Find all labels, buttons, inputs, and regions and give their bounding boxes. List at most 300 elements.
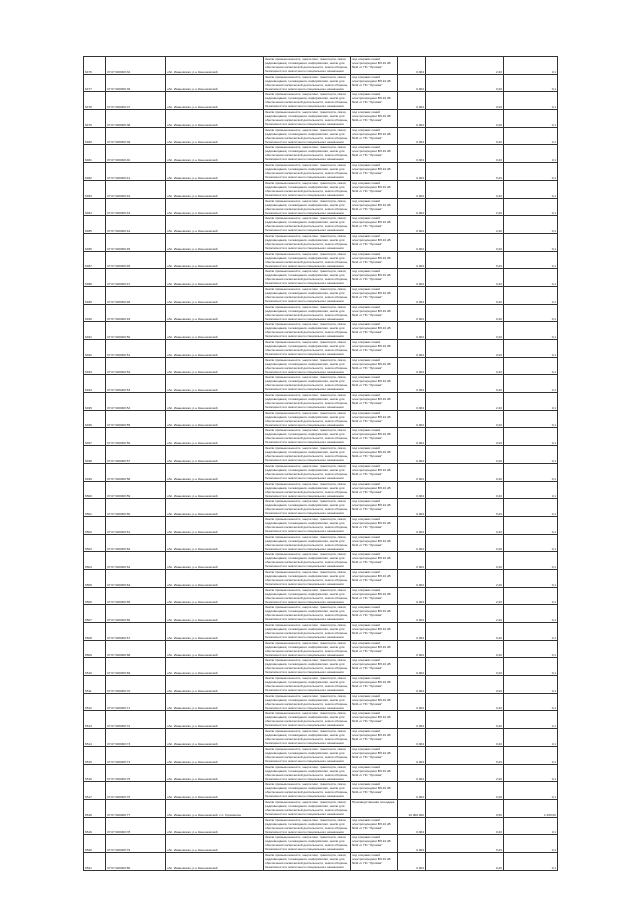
permitted-use-cell: под опорами линий электропередачи ВЛ-10 кВ №11 от ПС "Луговая" — [351, 640, 398, 658]
permitted-use-cell: под опорами линий электропередачи ВЛ-10 кВ №11 от ПС "Луговая" — [351, 569, 398, 587]
area-cell: 0,004 — [398, 817, 426, 835]
permitted-use-cell: под опорами линий электропередачи ВЛ-10 кВ №11 от ПС "Луговая" — [351, 163, 398, 181]
rate-cell: 0,1 — [504, 693, 558, 711]
value-cell: 0,20 — [426, 145, 504, 163]
area-cell: 0,004 — [398, 233, 426, 251]
area-cell: 0,004 — [398, 499, 426, 517]
value-cell: 0,20 — [426, 552, 504, 570]
cadastral-number-cell: 37:07:000000:55 — [106, 410, 166, 428]
row-number-cell: 6506 — [84, 587, 106, 605]
row-number-cell: 6478 — [84, 92, 106, 110]
cadastral-number-cell: 37:07:000000:68 — [106, 640, 166, 658]
area-cell: 0,004 — [398, 198, 426, 216]
cadastral-number-cell: 37:07:000000:74 — [106, 746, 166, 764]
value-cell: 0,20 — [426, 499, 504, 517]
rate-cell: 0,1 — [504, 676, 558, 694]
rate-cell: 0,1 — [504, 198, 558, 216]
table-row — [84, 835, 558, 853]
address-cell: обл. Ивановская, р-н Кинешемский — [166, 852, 264, 870]
rate-cell: 0,1 — [504, 605, 558, 623]
area-cell: 0,004 — [398, 57, 426, 75]
area-cell: 0,004 — [398, 446, 426, 464]
table-row — [84, 799, 558, 817]
area-cell: 0,004 — [398, 835, 426, 853]
value-cell: 0,20 — [426, 233, 504, 251]
table-row — [84, 357, 558, 375]
cadastral-number-cell: 37:07:000000:77 — [106, 799, 166, 817]
cadastral-number-cell: 37:07:000000:40 — [106, 145, 166, 163]
table-row — [84, 711, 558, 729]
table-row — [84, 410, 558, 428]
cadastral-number-cell: 37:07:000000:62 — [106, 534, 166, 552]
row-number-cell: 6501 — [84, 499, 106, 517]
table-row — [84, 322, 558, 340]
cadastral-number-cell: 37:07:000000:49 — [106, 304, 166, 322]
land-category-cell: Земли промышленности, энергетики, транспорта, связи, радиовещания, телевидения, информатики, земли для обеспечения космической деятельности, земли обороны, безопасности и земли иного специального назначения — [264, 623, 351, 641]
table-row — [84, 340, 558, 358]
area-cell: 0,004 — [398, 428, 426, 446]
value-cell: 0,20 — [426, 428, 504, 446]
permitted-use-cell: под опорами линий электропередачи ВЛ-10 кВ №11 от ПС "Луговая" — [351, 835, 398, 853]
rate-cell: 0,1 — [504, 746, 558, 764]
value-cell: 2,20 — [426, 764, 504, 782]
area-cell: 0,004 — [398, 127, 426, 145]
rate-cell: 0,1 — [504, 446, 558, 464]
address-cell: обл. Ивановская, р-н Кинешемский — [166, 180, 264, 198]
row-number-cell: 6515 — [84, 746, 106, 764]
address-cell: обл. Ивановская, р-н Кинешемский — [166, 127, 264, 145]
table-row — [84, 286, 558, 304]
cadastral-number-cell: 37:07:000000:67 — [106, 623, 166, 641]
rate-cell: 0,1 — [504, 180, 558, 198]
cadastral-number-cell: 37:07:000000:65 — [106, 587, 166, 605]
rate-cell: 0,1 — [504, 340, 558, 358]
value-cell: 0,20 — [426, 286, 504, 304]
table-row — [84, 92, 558, 110]
permitted-use-cell: под опорами линий электропередачи ВЛ-10 кВ №11 от ПС "Луговая" — [351, 74, 398, 92]
permitted-use-cell: под опорами линий электропередачи ВЛ-10 кВ №11 от ПС "Луговая" — [351, 269, 398, 287]
table-row — [84, 693, 558, 711]
permitted-use-cell: под опорами линий электропередачи ВЛ-10 кВ №11 от ПС "Луговая" — [351, 516, 398, 534]
value-cell: 0,20 — [426, 163, 504, 181]
area-cell: 0,004 — [398, 587, 426, 605]
land-category-cell: Земли промышленности, энергетики, транспорта, связи, радиовещания, телевидения, информатики, земли для обеспечения космической деятельности, земли обороны, безопасности и земли иного специального назначения — [264, 340, 351, 358]
permitted-use-cell: под опорами линий электропередачи ВЛ-10 кВ №11 от ПС "Луговая" — [351, 446, 398, 464]
value-cell: 0,20 — [426, 746, 504, 764]
value-cell: 0,20 — [426, 534, 504, 552]
value-cell: 0,20 — [426, 852, 504, 870]
table-row — [84, 764, 558, 782]
address-cell: обл. Ивановская, р-н Кинешемский — [166, 605, 264, 623]
row-number-cell: 6509 — [84, 640, 106, 658]
area-cell: 0,004 — [398, 693, 426, 711]
permitted-use-cell: под опорами линий электропередачи ВЛ-10 кВ №11 от ПС "Луговая" — [351, 764, 398, 782]
land-category-cell: Земли промышленности, энергетики, транспорта, связи, радиовещания, телевидения, информатики, земли для обеспечения космической деятельности, земли обороны, безопасности и земли иного специального назначения — [264, 163, 351, 181]
permitted-use-cell: под опорами линий электропередачи ВЛ-10 кВ №11 от ПС "Луговая" — [351, 658, 398, 676]
rate-cell: 0,1 — [504, 357, 558, 375]
cadastral-number-cell: 37:07:000000:45 — [106, 233, 166, 251]
row-number-cell: 6508 — [84, 623, 106, 641]
permitted-use-cell: под опорами линий электропередачи ВЛ-10 кВ №11 от ПС "Луговая" — [351, 463, 398, 481]
address-cell: обл. Ивановская, р-н Кинешемский — [166, 817, 264, 835]
land-category-cell: Земли промышленности, энергетики, транспорта, связи, радиовещания, телевидения, информатики, земли для обеспечения космической деятельности, земли обороны, безопасности и земли иного специального назначения — [264, 145, 351, 163]
value-cell: 0,20 — [426, 676, 504, 694]
address-cell: обл. Ивановская, р-н Кинешемский — [166, 746, 264, 764]
rate-cell: 0,1 — [504, 587, 558, 605]
value-cell: 0,20 — [426, 127, 504, 145]
permitted-use-cell: под опорами линий электропередачи ВЛ-10 кВ №11 от ПС "Луговая" — [351, 499, 398, 517]
value-cell: 2,20 — [426, 198, 504, 216]
cadastral-number-cell: 37:07:000000:78 — [106, 817, 166, 835]
address-cell: обл. Ивановская, р-н Кинешемский — [166, 304, 264, 322]
area-cell: 0,004 — [398, 340, 426, 358]
address-cell: обл. Ивановская, р-н Кинешемский — [166, 499, 264, 517]
value-cell: 2,20 — [426, 393, 504, 411]
permitted-use-cell: под опорами линий электропередачи ВЛ-10 кВ №11 от ПС "Луговая" — [351, 304, 398, 322]
address-cell: обл. Ивановская, р-н Кинешемский — [166, 676, 264, 694]
table-row — [84, 658, 558, 676]
rate-cell: 1 250,00 — [504, 799, 558, 817]
cadastral-number-cell: 37:07:000000:51 — [106, 340, 166, 358]
area-cell: 0,004 — [398, 74, 426, 92]
value-cell: 0,20 — [426, 269, 504, 287]
land-category-cell: Земли промышленности, энергетики, транспорта, связи, радиовещания, телевидения, информатики, земли для обеспечения космической деятельности, земли обороны, безопасности и земли иного специального назначения — [264, 516, 351, 534]
address-cell: обл. Ивановская, р-н Кинешемский — [166, 145, 264, 163]
address-cell: обл. Ивановская, р-н Кинешемский — [166, 286, 264, 304]
value-cell: 0,20 — [426, 304, 504, 322]
row-number-cell: 6505 — [84, 569, 106, 587]
row-number-cell: 6484 — [84, 198, 106, 216]
land-category-cell: Земли промышленности, энергетики, транспорта, связи, радиовещания, телевидения, информатики, земли для обеспечения космической деятельности, земли обороны, безопасности и земли иного специального назначения — [264, 799, 351, 817]
address-cell: обл. Ивановская, р-н Кинешемский — [166, 587, 264, 605]
cadastral-number-cell: 37:07:000000:54 — [106, 393, 166, 411]
table-row — [84, 127, 558, 145]
value-cell: 0,20 — [426, 251, 504, 269]
land-category-cell: Земли промышленности, энергетики, транспорта, связи, радиовещания, телевидения, информатики, земли для обеспечения космической деятельности, земли обороны, безопасности и земли иного специального назначения — [264, 552, 351, 570]
land-category-cell: Земли промышленности, энергетики, транспорта, связи, радиовещания, телевидения, информатики, земли для обеспечения космической деятельности, земли обороны, безопасности и земли иного специального назначения — [264, 180, 351, 198]
table-row — [84, 446, 558, 464]
table-row — [84, 463, 558, 481]
cadastral-number-cell: 37:07:000000:43 — [106, 198, 166, 216]
land-category-cell: Земли промышленности, энергетики, транспорта, связи, радиовещания, телевидения, информатики, земли для обеспечения космической деятельности, земли обороны, безопасности и земли иного специального назначения — [264, 676, 351, 694]
permitted-use-cell: под опорами линий электропередачи ВЛ-10 кВ №11 от ПС "Луговая" — [351, 410, 398, 428]
row-number-cell: 6487 — [84, 251, 106, 269]
row-number-cell: 6493 — [84, 357, 106, 375]
table-row — [84, 393, 558, 411]
table-row — [84, 251, 558, 269]
address-cell: обл. Ивановская, р-н Кинешемский — [166, 110, 264, 128]
row-number-cell: 6513 — [84, 711, 106, 729]
cadastral-number-cell: 37:07:000000:52 — [106, 357, 166, 375]
cadastral-number-cell: 37:07:000000:69 — [106, 658, 166, 676]
area-cell: 0,004 — [398, 92, 426, 110]
address-cell: обл. Ивановская, р-н Кинешемский — [166, 729, 264, 747]
land-category-cell: Земли промышленности, энергетики, транспорта, связи, радиовещания, телевидения, информатики, земли для обеспечения космической деятельности, земли обороны, безопасности и земли иного специального назначения — [264, 569, 351, 587]
table-row — [84, 676, 558, 694]
rate-cell: 0,1 — [504, 711, 558, 729]
permitted-use-cell: под опорами линий электропередачи ВЛ-10 кВ №11 от ПС "Луговая" — [351, 729, 398, 747]
land-category-cell: Земли промышленности, энергетики, транспорта, связи, радиовещания, телевидения, информатики, земли для обеспечения космической деятельности, земли обороны, безопасности и земли иного специального назначения — [264, 110, 351, 128]
area-cell: 0,004 — [398, 676, 426, 694]
permitted-use-cell: под опорами линий электропередачи ВЛ-10 кВ №11 от ПС "Луговая" — [351, 746, 398, 764]
permitted-use-cell: под опорами линий электропередачи ВЛ-10 кВ №11 от ПС "Луговая" — [351, 57, 398, 75]
area-cell: 0,004 — [398, 746, 426, 764]
row-number-cell: 6500 — [84, 481, 106, 499]
rate-cell: 0,1 — [504, 552, 558, 570]
area-cell: 0,004 — [398, 180, 426, 198]
land-category-cell: Земли промышленности, энергетики, транспорта, связи, радиовещания, телевидения, информатики, земли для обеспечения космической деятельности, земли обороны, безопасности и земли иного специального назначения — [264, 393, 351, 411]
land-category-cell: Земли промышленности, энергетики, транспорта, связи, радиовещания, телевидения, информатики, земли для обеспечения космической деятельности, земли обороны, безопасности и земли иного специального назначения — [264, 605, 351, 623]
land-category-cell: Земли промышленности, энергетики, транспорта, связи, радиовещания, телевидения, информатики, земли для обеспечения космической деятельности, земли обороны, безопасности и земли иного специального назначения — [264, 357, 351, 375]
cadastral-number-cell: 37:07:000000:32 — [106, 57, 166, 75]
area-cell: 0,004 — [398, 110, 426, 128]
address-cell: обл. Ивановская, р-н Кинешемский — [166, 57, 264, 75]
area-cell: 0,004 — [398, 534, 426, 552]
value-cell: 0,20 — [426, 817, 504, 835]
land-category-cell: Земли промышленности, энергетики, транспорта, связи, радиовещания, телевидения, информатики, земли для обеспечения космической деятельности, земли обороны, безопасности и земли иного специального назначения — [264, 216, 351, 234]
value-cell: 0,20 — [426, 375, 504, 393]
area-cell: 0,004 — [398, 552, 426, 570]
address-cell: обл. Ивановская, р-н Кинешемский — [166, 198, 264, 216]
row-number-cell: 6516 — [84, 764, 106, 782]
cadastral-number-cell: 37:07:000000:42 — [106, 180, 166, 198]
land-category-cell: Земли промышленности, энергетики, транспорта, связи, радиовещания, телевидения, информатики, земли для обеспечения космической деятельности, земли обороны, безопасности и земли иного специального назначения — [264, 658, 351, 676]
table-row — [84, 375, 558, 393]
rate-cell: 0,1 — [504, 463, 558, 481]
cadastral-number-cell: 37:07:000000:73 — [106, 729, 166, 747]
address-cell: обл. Ивановская, р-н Кинешемский — [166, 340, 264, 358]
permitted-use-cell: под опорами линий электропередачи ВЛ-10 кВ №11 от ПС "Луговая" — [351, 322, 398, 340]
address-cell: обл. Ивановская, р-н Кинешемский — [166, 481, 264, 499]
permitted-use-cell: под опорами линий электропередачи ВЛ-10 кВ №11 от ПС "Луговая" — [351, 357, 398, 375]
permitted-use-cell: под опорами линий электропередачи ВЛ-10 кВ №11 от ПС "Луговая" — [351, 375, 398, 393]
row-number-cell: 6511 — [84, 676, 106, 694]
address-cell: обл. Ивановская, р-н Кинешемский — [166, 92, 264, 110]
table-row — [84, 145, 558, 163]
area-cell: 0,004 — [398, 304, 426, 322]
land-category-cell: Земли промышленности, энергетики, транспорта, связи, радиовещания, телевидения, информатики, земли для обеспечения космической деятельности, земли обороны, безопасности и земли иного специального назначения — [264, 375, 351, 393]
table-row — [84, 516, 558, 534]
rate-cell: 0,1 — [504, 145, 558, 163]
area-cell: 0,004 — [398, 463, 426, 481]
row-number-cell: 6503 — [84, 534, 106, 552]
table-row — [84, 782, 558, 800]
permitted-use-cell: под опорами линий электропередачи ВЛ-10 кВ №11 от ПС "Луговая" — [351, 676, 398, 694]
address-cell: обл. Ивановская, р-н Кинешемский — [166, 463, 264, 481]
land-category-cell: Земли промышленности, энергетики, транспорта, связи, радиовещания, телевидения, информатики, земли для обеспечения космической деятельности, земли обороны, безопасности и земли иного специального назначения — [264, 693, 351, 711]
land-category-cell: Земли промышленности, энергетики, транспорта, связи, радиовещания, телевидения, информатики, земли для обеспечения космической деятельности, земли обороны, безопасности и земли иного специального назначения — [264, 304, 351, 322]
row-number-cell: 6476 — [84, 57, 106, 75]
area-cell: 10 000,000 — [398, 799, 426, 817]
rate-cell: 0,1 — [504, 499, 558, 517]
cadastral-number-cell: 37:07:000000:37 — [106, 92, 166, 110]
area-cell: 0,004 — [398, 216, 426, 234]
value-cell: 0,50 — [426, 799, 504, 817]
area-cell: 0,004 — [398, 251, 426, 269]
table-row — [84, 110, 558, 128]
permitted-use-cell: под опорами линий электропередачи ВЛ-10 кВ №11 от ПС "Луговая" — [351, 110, 398, 128]
rate-cell: 0,1 — [504, 233, 558, 251]
cadastral-number-cell: 37:07:000000:56 — [106, 428, 166, 446]
permitted-use-cell: под опорами линий электропередачи ВЛ-10 кВ №11 от ПС "Луговая" — [351, 605, 398, 623]
value-cell: 0,20 — [426, 516, 504, 534]
cadastral-number-cell: 37:07:000000:48 — [106, 286, 166, 304]
row-number-cell: 6477 — [84, 74, 106, 92]
cadastral-number-cell: 37:07:000000:63 — [106, 552, 166, 570]
document-sheet — [83, 56, 557, 871]
address-cell: обл. Ивановская, р-н Кинешемский — [166, 375, 264, 393]
address-cell: обл. Ивановская, р-н Кинешемский — [166, 764, 264, 782]
address-cell: обл. Ивановская, р-н Кинешемский — [166, 428, 264, 446]
value-cell: 0,20 — [426, 463, 504, 481]
address-cell: обл. Ивановская, р-н Кинешемский — [166, 569, 264, 587]
area-cell: 0,004 — [398, 640, 426, 658]
value-cell: 0,20 — [426, 481, 504, 499]
address-cell: обл. Ивановская, р-н Кинешемский — [166, 693, 264, 711]
rate-cell: 0,1 — [504, 764, 558, 782]
rate-cell: 0,1 — [504, 269, 558, 287]
cadastral-number-cell: 37:07:000000:59 — [106, 481, 166, 499]
address-cell: обл. Ивановская, р-н Кинешемский — [166, 251, 264, 269]
rate-cell: 0,1 — [504, 163, 558, 181]
value-cell: 0,20 — [426, 110, 504, 128]
row-number-cell: 6479 — [84, 110, 106, 128]
permitted-use-cell: под опорами линий электропередачи ВЛ-10 кВ №11 от ПС "Луговая" — [351, 198, 398, 216]
rate-cell: 0,1 — [504, 127, 558, 145]
land-category-cell: Земли промышленности, энергетики, транспорта, связи, радиовещания, телевидения, информатики, земли для обеспечения космической деятельности, земли обороны, безопасности и земли иного специального назначения — [264, 446, 351, 464]
table-row — [84, 552, 558, 570]
value-cell: 0,20 — [426, 658, 504, 676]
table-row — [84, 216, 558, 234]
area-cell: 0,004 — [398, 764, 426, 782]
row-number-cell: 6504 — [84, 552, 106, 570]
cadastral-number-cell: 37:07:000000:47 — [106, 269, 166, 287]
cadastral-number-cell: 37:07:000000:60 — [106, 499, 166, 517]
rate-cell: 0,1 — [504, 74, 558, 92]
area-cell: 0,004 — [398, 481, 426, 499]
rate-cell: 0,1 — [504, 304, 558, 322]
cadastral-number-cell: 37:07:000000:80 — [106, 852, 166, 870]
address-cell: обл. Ивановская, р-н Кинешемский — [166, 393, 264, 411]
row-number-cell: 6517 — [84, 782, 106, 800]
value-cell: 0,20 — [426, 835, 504, 853]
permitted-use-cell: под опорами линий электропередачи ВЛ-10 кВ №11 от ПС "Луговая" — [351, 233, 398, 251]
area-cell: 0,004 — [398, 357, 426, 375]
cadastral-number-cell: 37:07:000000:70 — [106, 676, 166, 694]
area-cell: 0,004 — [398, 286, 426, 304]
value-cell: 0,20 — [426, 693, 504, 711]
rate-cell: 0,1 — [504, 534, 558, 552]
cadastral-number-cell: 37:07:000000:66 — [106, 605, 166, 623]
row-number-cell: 6514 — [84, 729, 106, 747]
table-row — [84, 269, 558, 287]
land-category-cell: Земли промышленности, энергетики, транспорта, связи, радиовещания, телевидения, информатики, земли для обеспечения космической деятельности, земли обороны, безопасности и земли иного специального назначения — [264, 322, 351, 340]
row-number-cell: 6495 — [84, 393, 106, 411]
rate-cell: 0,1 — [504, 216, 558, 234]
cadastral-number-cell: 37:07:000000:38 — [106, 110, 166, 128]
address-cell: обл. Ивановская, р-н Кинешемский — [166, 74, 264, 92]
cadastral-number-cell: 37:07:000000:53 — [106, 375, 166, 393]
row-number-cell: 6518 — [84, 799, 106, 817]
address-cell: обл. Ивановская, р-н Кинешемский — [166, 640, 264, 658]
address-cell: обл. Ивановская, р-н Кинешемский — [166, 552, 264, 570]
area-cell: 0,004 — [398, 269, 426, 287]
land-category-cell: Земли промышленности, энергетики, транспорта, связи, радиовещания, телевидения, информатики, земли для обеспечения космической деятельности, земли обороны, безопасности и земли иного специального назначения — [264, 835, 351, 853]
land-category-cell: Земли промышленности, энергетики, транспорта, связи, радиовещания, телевидения, информатики, земли для обеспечения космической деятельности, земли обороны, безопасности и земли иного специального назначения — [264, 269, 351, 287]
rate-cell: 0,1 — [504, 428, 558, 446]
row-number-cell: 6510 — [84, 658, 106, 676]
row-number-cell: 6491 — [84, 322, 106, 340]
row-number-cell: 6498 — [84, 446, 106, 464]
land-category-cell: Земли промышленности, энергетики, транспорта, связи, радиовещания, телевидения, информатики, земли для обеспечения космической деятельности, земли обороны, безопасности и земли иного специального назначения — [264, 481, 351, 499]
rate-cell: 0,1 — [504, 322, 558, 340]
rate-cell: 0,1 — [504, 286, 558, 304]
row-number-cell: 6485 — [84, 216, 106, 234]
row-number-cell: 6521 — [84, 852, 106, 870]
area-cell: 0,004 — [398, 658, 426, 676]
land-category-cell: Земли промышленности, энергетики, транспорта, связи, радиовещания, телевидения, информатики, земли для обеспечения космической деятельности, земли обороны, безопасности и земли иного специального назначения — [264, 57, 351, 75]
rate-cell: 0,1 — [504, 393, 558, 411]
row-number-cell: 6519 — [84, 817, 106, 835]
rate-cell: 0,1 — [504, 375, 558, 393]
table-row — [84, 57, 558, 75]
cadastral-number-cell: 37:07:000000:39 — [106, 127, 166, 145]
permitted-use-cell: под опорами линий электропередачи ВЛ-10 кВ №11 от ПС "Луговая" — [351, 251, 398, 269]
permitted-use-cell: под опорами линий электропередачи ВЛ-10 кВ №11 от ПС "Луговая" — [351, 852, 398, 870]
permitted-use-cell: под опорами линий электропередачи ВЛ-10 кВ №11 от ПС "Луговая" — [351, 817, 398, 835]
table-row — [84, 163, 558, 181]
land-category-cell: Земли промышленности, энергетики, транспорта, связи, радиовещания, телевидения, информатики, земли для обеспечения космической деятельности, земли обороны, безопасности и земли иного специального назначения — [264, 852, 351, 870]
address-cell: обл. Ивановская, р-н Кинешемский — [166, 216, 264, 234]
table-row — [84, 587, 558, 605]
permitted-use-cell: под опорами линий электропередачи ВЛ-10 кВ №11 от ПС "Луговая" — [351, 693, 398, 711]
permitted-use-cell: под опорами линий электропередачи ВЛ-10 кВ №11 от ПС "Луговая" — [351, 782, 398, 800]
cadastral-number-cell: 37:07:000000:58 — [106, 463, 166, 481]
value-cell: 0,20 — [426, 446, 504, 464]
land-category-cell: Земли промышленности, энергетики, транспорта, связи, радиовещания, телевидения, информатики, земли для обеспечения космической деятельности, земли обороны, безопасности и земли иного специального назначения — [264, 233, 351, 251]
permitted-use-cell: под опорами линий электропередачи ВЛ-10 кВ №11 от ПС "Луговая" — [351, 340, 398, 358]
rate-cell: 0,1 — [504, 110, 558, 128]
land-category-cell: Земли промышленности, энергетики, транспорта, связи, радиовещания, телевидения, информатики, земли для обеспечения космической деятельности, земли обороны, безопасности и земли иного специального назначения — [264, 74, 351, 92]
area-cell: 0,004 — [398, 410, 426, 428]
rate-cell: 0,1 — [504, 817, 558, 835]
address-cell: обл. Ивановская, р-н Кинешемский — [166, 163, 264, 181]
row-number-cell: 6489 — [84, 286, 106, 304]
table-row — [84, 180, 558, 198]
land-category-cell: Земли промышленности, энергетики, транспорта, связи, радиовещания, телевидения, информатики, земли для обеспечения космической деятельности, земли обороны, безопасности и земли иного специального назначения — [264, 127, 351, 145]
address-cell: обл. Ивановская, р-н Кинешемский — [166, 534, 264, 552]
rate-cell: 0,1 — [504, 640, 558, 658]
land-category-cell: Земли промышленности, энергетики, транспорта, связи, радиовещания, телевидения, информатики, земли для обеспечения космической деятельности, земли обороны, безопасности и земли иного специального назначения — [264, 463, 351, 481]
permitted-use-cell: под опорами линий электропередачи ВЛ-10 кВ №11 от ПС "Луговая" — [351, 623, 398, 641]
table-row — [84, 623, 558, 641]
row-number-cell: 6520 — [84, 835, 106, 853]
area-cell: 0,004 — [398, 782, 426, 800]
permitted-use-cell: под опорами линий электропередачи ВЛ-10 кВ №11 от ПС "Луговая" — [351, 393, 398, 411]
cadastral-number-cell: 37:07:000000:75 — [106, 764, 166, 782]
address-cell: обл. Ивановская, р-н Кинешемский — [166, 410, 264, 428]
area-cell: 0,004 — [398, 322, 426, 340]
table-row — [84, 198, 558, 216]
value-cell: 0,20 — [426, 322, 504, 340]
permitted-use-cell: под опорами линий электропередачи ВЛ-10 кВ №11 от ПС "Луговая" — [351, 286, 398, 304]
row-number-cell: 6497 — [84, 428, 106, 446]
address-cell: обл. Ивановская, р-н Кинешемский — [166, 233, 264, 251]
row-number-cell: 6502 — [84, 516, 106, 534]
land-category-cell: Земли промышленности, энергетики, транспорта, связи, радиовещания, телевидения, информатики, земли для обеспечения космической деятельности, земли обороны, безопасности и земли иного специального назначения — [264, 428, 351, 446]
value-cell: 0,20 — [426, 410, 504, 428]
table-row — [84, 74, 558, 92]
